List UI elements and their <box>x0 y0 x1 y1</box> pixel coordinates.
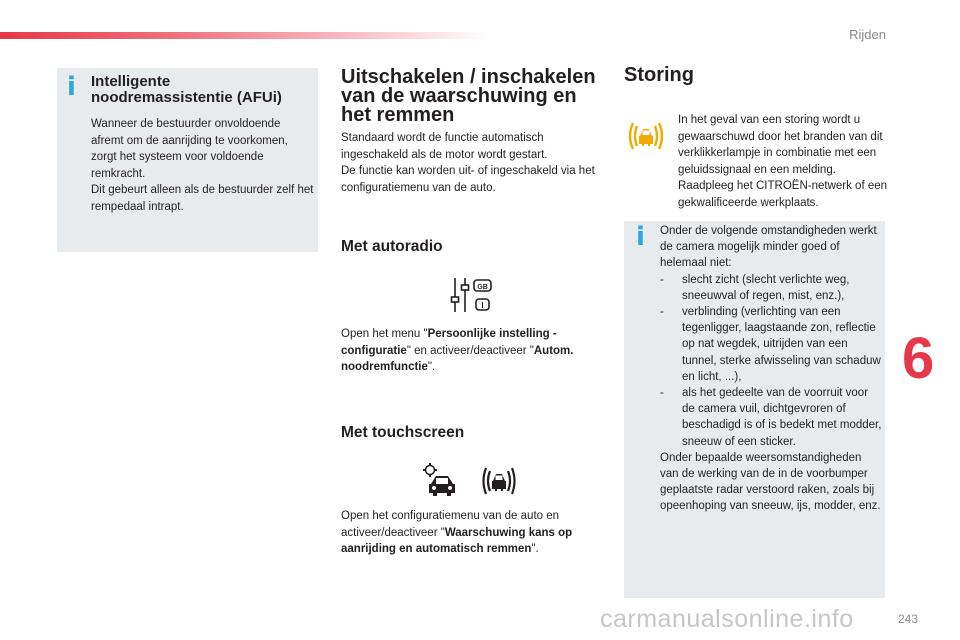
touchscreen-heading: Met touchscreen <box>341 424 465 441</box>
list-item: - slecht zicht (slecht verlichte weg, sneeuwval of regen, mist, enz.), <box>660 273 850 302</box>
chapter-label: Rijden <box>849 27 886 42</box>
fault-text: In het geval van een storing wordt u gewaarschuwd door het branden van dit verklikkerlampje in combinatie met een geluidssignaal en een melding. Raadpleeg het CITROËN-netwerk of een gekwalificeerde werkplaats. <box>678 114 888 209</box>
collision-warning-icon <box>480 464 518 498</box>
chapter-number: 6 <box>902 326 935 391</box>
list-item: - als het gedeelte van de voorruit voor de camera vuil, dichtgevroren of beschadigd is of is bedekt met modder, sneeuw of een sticker. <box>660 387 882 448</box>
car-settings-icon <box>421 462 461 498</box>
sliders-badge-top: GB <box>477 284 488 291</box>
deactivation-title: Uitschakelen / inschakelen van de waarschuwing en het remmen <box>341 66 596 126</box>
info-icon: i <box>67 72 76 102</box>
deactivation-intro: Standaard wordt de functie automatisch ingeschakeld als de motor wordt gestart. De functie kan worden uit- of ingeschakeld via het configuratiemenu van de auto. <box>341 132 595 194</box>
afui-title: Intelligente noodremassistentie (AFUi) <box>91 73 282 106</box>
touchscreen-option-name: Waarschuwing kans op aanrijding en automatisch remmen <box>341 526 573 556</box>
settings-sliders-icon <box>447 276 495 314</box>
autoradio-menu-name: Persoonlijke instelling - configuratie <box>341 328 557 357</box>
camera-info-text <box>660 223 882 515</box>
afui-body: Wanneer de bestuurder onvoldoende afremt om de aanrijding te voorkomen, zorgt het systeem voor voldoende remkracht. Dit gebeurt alleen als de bestuurder zelf het rempedaal intrapt. <box>91 118 314 213</box>
collision-warning-lamp-icon <box>627 120 665 152</box>
camera-info-box <box>624 221 885 598</box>
autoradio-option-name: Autom. noodremfunctie <box>341 344 574 374</box>
fault-title: Storing <box>624 64 694 86</box>
camera-info-intro: Onder de volgende omstandigheden werkt de camera mogelijk minder goed of helemaal niet: <box>660 225 877 270</box>
touchscreen-instructions: Open het configuratiemenu van de auto en activeer/deactiveer "Waarschuwing kans op aanrijding en automatisch remmen". <box>341 510 573 556</box>
sliders-badge-bottom: I <box>481 301 484 310</box>
afui-info-box <box>57 68 318 252</box>
autoradio-instructions: Open het menu "Persoonlijke instelling - configuratie" en activeer/deactiveer "Autom. noodremfunctie". <box>341 328 574 374</box>
header-accent-bar <box>0 32 490 39</box>
autoradio-heading: Met autoradio <box>341 238 443 255</box>
page-number: 243 <box>897 612 918 626</box>
list-item: - verblinding (verlichting van een tegenligger, laagstaande zon, reflectie op nat wegdek, uitrijden van een tunnel, sterke afwisseling van schaduw en licht, ...), <box>660 306 881 383</box>
camera-info-outro: Onder bepaalde weersomstandigheden van de werking van de in de voorbumper geplaatste radar verstoord raken, zoals bij opeenhoping van sneeuw, ijs, modder, enz. <box>660 451 881 513</box>
info-icon: i <box>636 222 645 252</box>
watermark: carmanualsonline.info <box>600 605 854 633</box>
